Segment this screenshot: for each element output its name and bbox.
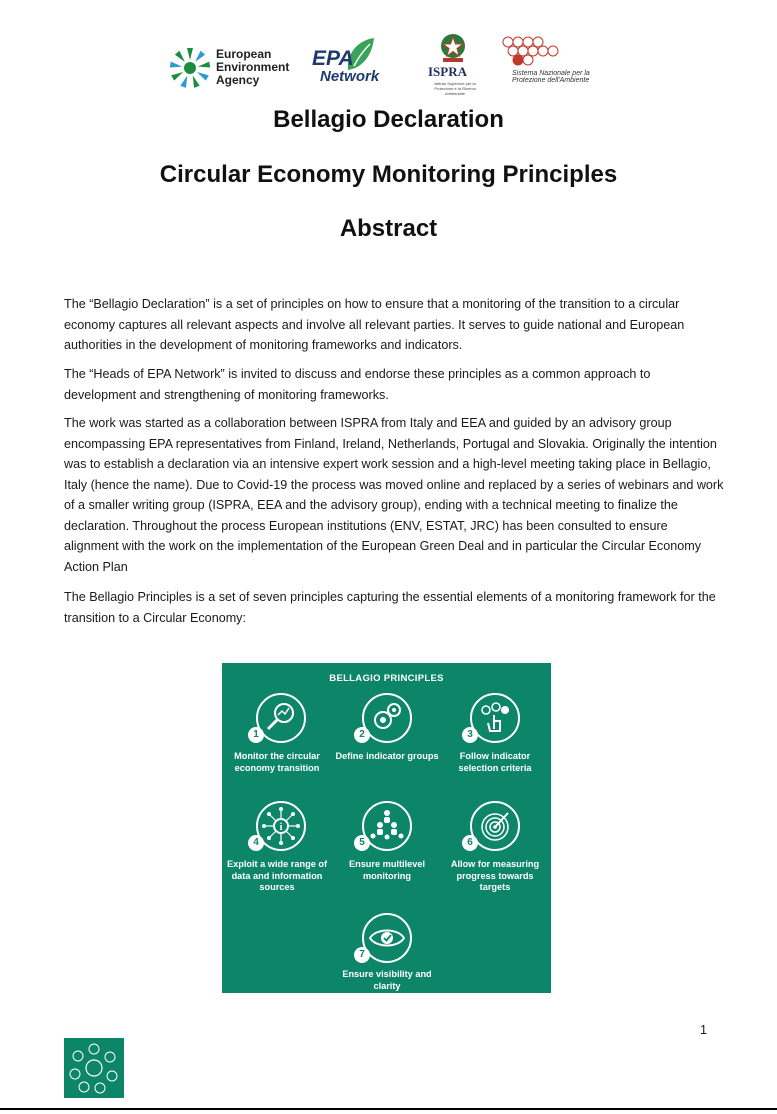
epa-network-logo: EPA Network (312, 36, 394, 88)
principle-3 (440, 693, 550, 783)
principle-number: 7 (354, 947, 370, 963)
principle-label: Ensure visibility and clarity (342, 969, 432, 991)
paragraph-3: The work was started as a collaboration between ISPRA from Italy and EEA and guided by an advisory group encompassing EPA representatives from Finland, Ireland, Netherlands, Portugal and Slovakia. Originally the intention was to establish a declaration via an intensive expert work session and a high-level meeting taking place in Bellagio, Italy (hence the name). Due to Covid-19 the process was moved online and replaced by a series of webinars and work of a smaller writing group (ISPRA, EEA and the advisory group), ending with a technical meeting to finalize the declaration. Throughout the process European institutions (ENV, ESTAT, JRC) has been consulted to ensure alignment with the work on the implementation of the European Green Deal and in particular the Circular Economy Action Plan (64, 416, 724, 574)
principle-label: Monitor the circular economy transition (234, 751, 320, 773)
principle-4 (222, 801, 332, 901)
paragraph-4: The Bellagio Principles is a set of seven principles capturing the essential elements of a monitoring framework for the transition to a Circular Economy: (64, 590, 716, 625)
principle-label: Ensure multilevel monitoring (348, 859, 426, 881)
principle-5 (332, 801, 442, 901)
principle-number: 4 (248, 835, 264, 851)
page-number: 1 (700, 1023, 708, 1037)
ispra-logo: ISPRA Istituto Superiore per la Protezione e la Ricerca Ambientale (420, 32, 486, 92)
principle-number: 6 (462, 835, 478, 851)
eea-logo (168, 44, 293, 90)
document-subtitle: Circular Economy Monitoring Principles (159, 161, 618, 188)
eea-sunburst-icon (168, 46, 212, 90)
paragraph-2: The “Heads of EPA Network” is invited to discuss and endorse these principles as a common approach to development and strengthening of monitoring frameworks. (64, 367, 651, 402)
principle-6 (440, 801, 550, 901)
bellagio-principles-infographic (222, 663, 551, 993)
principle-number: 5 (354, 835, 370, 851)
svg-text:i: i (279, 822, 283, 833)
footer-principles-thumbnail (64, 1038, 124, 1098)
principle-number: 2 (354, 727, 370, 743)
italian-emblem-icon (438, 32, 468, 64)
principle-2 (332, 693, 442, 783)
paragraph-1: The “Bellagio Declaration” is a set of principles on how to ensure that a monitoring of the transition to a circular economy captures all relevant aspects and involve all relevant parties. It serves to guide national and European authorities in the development of monitoring frameworks and indicators. (64, 297, 685, 352)
principle-number: 1 (248, 727, 264, 743)
snpa-logo: Sistema Nazionale per la Protezione dell'Ambiente (498, 34, 598, 92)
infographic-title: BELLAGIO PRINCIPLES (329, 673, 444, 684)
document-title: Bellagio Declaration (273, 106, 504, 133)
principle-label: Allow for measuring progress towards targets (450, 859, 540, 892)
page-bottom-rule (0, 1108, 777, 1110)
principle-7 (332, 913, 442, 993)
section-heading-abstract: Abstract (339, 215, 438, 242)
principle-label: Define indicator groups (335, 751, 439, 761)
principle-label: Follow indicator selection criteria (458, 751, 532, 773)
hexagon-cluster-icon (498, 34, 568, 70)
principles-wheel-icon (64, 1038, 124, 1098)
eea-logo-text: European Environment Agency (216, 47, 290, 87)
principle-number: 3 (462, 727, 478, 743)
principle-1 (222, 693, 332, 783)
principle-label: Exploit a wide range of data and information sources (226, 859, 328, 892)
